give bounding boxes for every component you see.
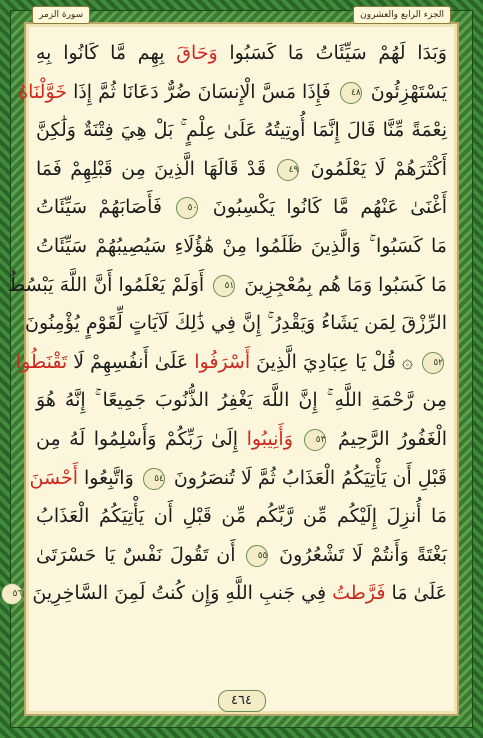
verse-text: مَا كَسَبُوا وَمَا هُم بِمُعْجِزِينَ (238, 273, 447, 296)
text-line (25, 304, 447, 343)
surah-title: سورة الزمر (32, 6, 90, 24)
text-line (36, 381, 447, 420)
verse-text: الرِّزْقَ لِمَن يَشَاءُ وَيَقْدِرُ ۚ إِنَّ فِي ذَٰلِكَ لَآيَاتٍ لِّقَوْمٍ يُؤْمِنُونَ (25, 312, 447, 335)
text-line (18, 73, 447, 112)
highlighted-word: تَقْنَطُوا (15, 350, 68, 373)
verse-text: ۞ قُلْ يَا عِبَادِيَ الَّذِينَ (250, 350, 419, 373)
verse-text: بِهِم مَّا كَانُوا بِهِ (36, 42, 177, 64)
page-header (26, 6, 457, 24)
verse-text: بَغْتَةً وَأَنتُمْ لَا تَشْعُرُونَ (271, 543, 447, 566)
verse-text: مَا كَسَبُوا ۚ وَالَّذِينَ ظَلَمُوا مِنْ هَٰؤُلَاءِ سَيُصِيبُهُمْ سَيِّئَاتُ (36, 234, 447, 257)
verse-number-marker: ٥٠ (176, 197, 198, 219)
verse-text: أَن تَقُولَ نَفْسٌ يَا حَسْرَتَىٰ (36, 543, 244, 566)
text-line (36, 150, 447, 189)
text-line (36, 420, 447, 459)
text-line (7, 266, 447, 305)
text-line (29, 459, 447, 498)
quran-text-lines (7, 34, 448, 686)
verse-number-marker: ٥٢ (422, 352, 444, 374)
verse-text: مَا أُنزِلَ إِلَيْكُم مِّن رَّبِّكُم مِّن قَبْلِ أَن يَأْتِيَكُمُ الْعَذَابُ (36, 505, 447, 528)
verse-text: أَغْنَىٰ عَنْهُم مَّا كَانُوا يَكْسِبُونَ (201, 196, 447, 219)
verse-text: فِي جَنبِ اللَّهِ وَإِن كُنتُ لَمِنَ السَّاخِرِينَ (26, 582, 333, 605)
highlighted-word: خَوَّلْنَاهُ (18, 80, 68, 103)
verse-text: وَاتَّبِعُوا (77, 466, 140, 489)
text-line (36, 188, 447, 227)
verse-text: فَإِذَا مَسَّ الْإِنسَانَ ضُرٌّ دَعَانَا ثُمَّ إِذَا (67, 80, 337, 103)
highlighted-word: أَسْرَفُوا (194, 350, 251, 373)
text-line (36, 497, 447, 536)
highlighted-word: أَحْسَنَ (29, 466, 78, 489)
mushaf-page (7, 10, 459, 716)
page-number: ٤٦٤ (218, 690, 266, 712)
verse-number-marker: ٥٤ (143, 468, 165, 490)
verse-text: عَلَىٰ أَنفُسِهِمْ لَا (67, 350, 195, 373)
verse-number-marker: ٤٨ (340, 82, 362, 104)
text-line (36, 34, 447, 73)
verse-text: يَسْتَهْزِئُونَ (364, 80, 447, 103)
verse-text: وَبَدَا لَهُمْ سَيِّئَاتُ مَا كَسَبُوا (217, 42, 447, 64)
verse-text: أَكْثَرَهُمْ لَا يَعْلَمُونَ (302, 157, 447, 180)
verse-text: إِلَىٰ رَبِّكُمْ وَأَسْلِمُوا لَهُ مِن (36, 427, 247, 450)
text-line (12, 574, 447, 613)
verse-number-marker: ٤٩ (277, 159, 299, 181)
verse-text: أَوَلَمْ يَعْلَمُوا أَنَّ اللَّهَ يَبْسُطُ (7, 273, 211, 296)
verse-text: نِعْمَةً مِّنَّا قَالَ إِنَّمَا أُوتِيتُهُ عَلَىٰ عِلْمٍ ۚ بَلْ هِيَ فِتْنَةٌ وَلَٰكِنَّ (36, 119, 447, 142)
highlighted-word: وَحَاقَ (176, 42, 218, 64)
text-line (36, 227, 447, 266)
text-line (36, 536, 447, 575)
text-line (15, 343, 447, 382)
highlighted-word: وَأَنِيبُوا (246, 427, 293, 450)
verse-number-marker: ٥٦ (1, 583, 23, 605)
verse-text: قَدْ قَالَهَا الَّذِينَ مِن قَبْلِهِمْ فَمَا (36, 157, 275, 180)
verse-text: مِن رَّحْمَةِ اللَّهِ ۚ إِنَّ اللَّهَ يَغْفِرُ الذُّنُوبَ جَمِيعًا ۚ إِنَّهُ هُوَ (36, 389, 447, 412)
verse-text (293, 428, 302, 450)
juz-title: الجزء الرابع والعشرون (353, 6, 451, 24)
verse-text: الْغَفُورُ الرَّحِيمُ (329, 427, 448, 450)
highlighted-word: فَرَّطتُ (332, 582, 386, 605)
verse-number-marker: ٥٥ (246, 545, 268, 567)
verse-text: فَأَصَابَهُمْ سَيِّئَاتُ (36, 196, 174, 219)
text-line (36, 111, 447, 150)
verse-text: قَبْلِ أَن يَأْتِيَكُمُ الْعَذَابُ ثُمَّ لَا تُنصَرُونَ (167, 466, 447, 489)
verse-text: عَلَىٰ مَا (385, 582, 447, 605)
verse-number-marker: ٥١ (213, 275, 235, 297)
verse-number-marker: ٥٣ (304, 429, 326, 451)
